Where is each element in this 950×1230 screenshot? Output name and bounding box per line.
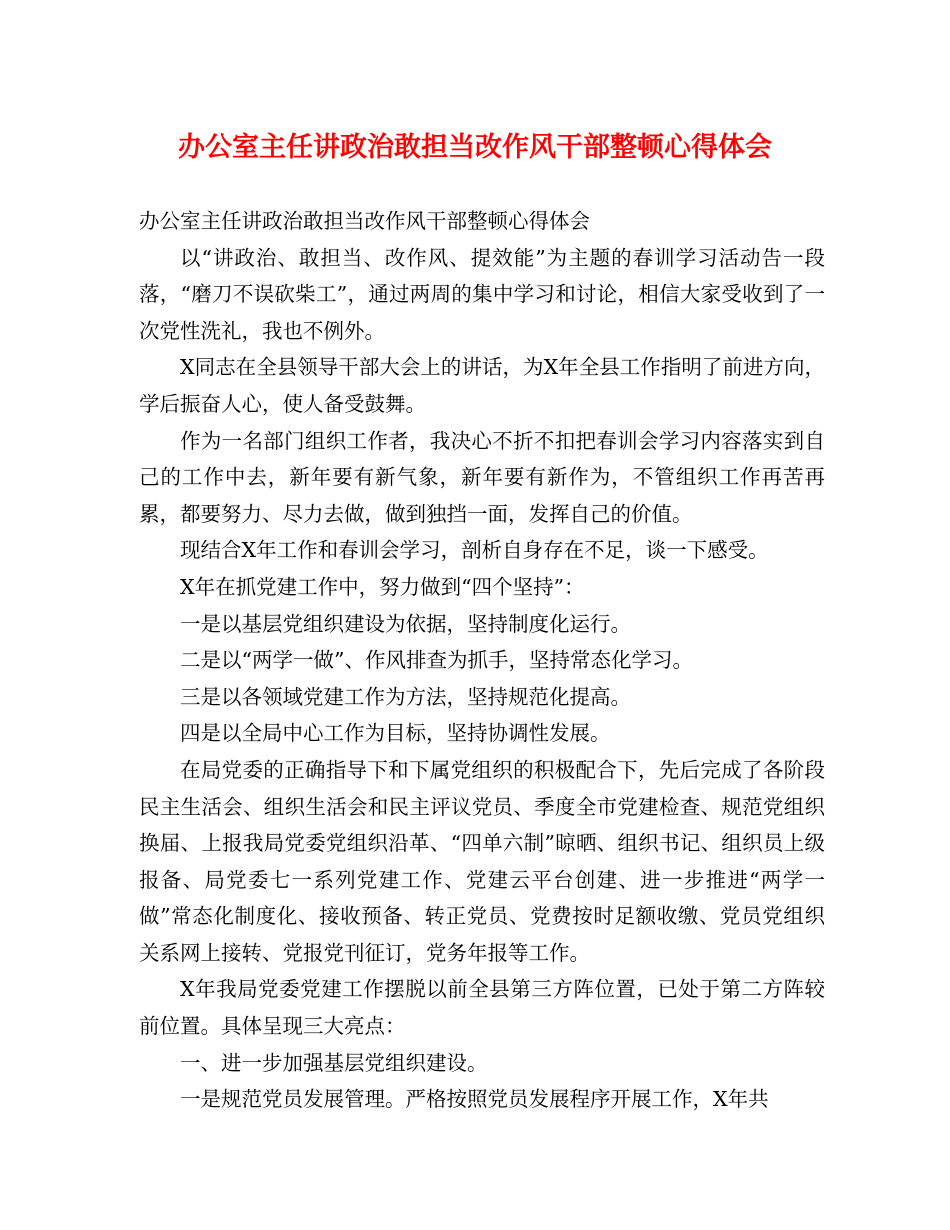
paragraph: 四是以全局中心工作为目标，坚持协调性发展。 (180, 721, 611, 746)
paragraph: 现结合X年工作和春训会学习，剖析自身存在不足，谈一下感受。 (180, 538, 769, 563)
paragraph: 一是规范党员发展管理。严格按照党员发展程序开展工作，X年共 (180, 1087, 769, 1112)
paragraph: 三是以各领域党建工作为方法，坚持规范化提高。 (180, 684, 631, 709)
paragraph: 二是以“两学一做”、作风排查为抓手，坚持常态化学习。 (180, 648, 693, 673)
paragraph: 一、进一步加强基层党组织建设。 (180, 1050, 488, 1075)
paragraph: 以“讲政治、敢担当、改作风、提效能”为主题的春训学习活动告一段落，“磨刀不误砍柴工”，通过两周的集中学习和讨论，相信大家受收到了一次党性洗礼，我也不例外。 (139, 245, 825, 343)
paragraph: 办公室主任讲政治敢担当改作风干部整顿心得体会 (139, 209, 590, 233)
paragraph: 在局党委的正确指导下和下属党组织的积极配合下，先后完成了各阶段民主生活会、组织生活会和民主评议党员、季度全市党建检查、规范党组织换届、上报我局党委党组织沿革、“四单六制”晾晒、组织书记、组织员上级报备、局党委七一系列党建工作、党建云平台创建、进一步推进“两学一做”常态化制度化、接收预备、转正党员、党费按时足额收缴、党员党组织关系网上接转、党报党刊征订，党务年报等工作。 (139, 757, 825, 965)
document-title: 办公室主任讲政治敢担当改作风干部整顿心得体会 (178, 132, 772, 163)
paragraph: 作为一名部门组织工作者，我决心不折不扣把春训会学习内容落实到自己的工作中去，新年要有新气象，新年要有新作为，不管组织工作再苦再累，都要努力、尽力去做，做到独挡一面，发挥自己的价值。 (139, 428, 825, 526)
document-body (139, 203, 825, 1118)
paragraph: X年在抓党建工作中，努力做到“四个坚持”： (180, 574, 585, 599)
paragraph: X年我局党委党建工作摆脱以前全县第三方阵位置，已处于第二方阵较前位置。具体呈现三大亮点： (139, 977, 825, 1039)
paragraph: X同志在全县领导干部大会上的讲话，为X年全县工作指明了前进方向，学后振奋人心，使人备受鼓舞。 (139, 355, 825, 416)
paragraph: 一是以基层党组织建设为依据，坚持制度化运行。 (180, 611, 631, 636)
